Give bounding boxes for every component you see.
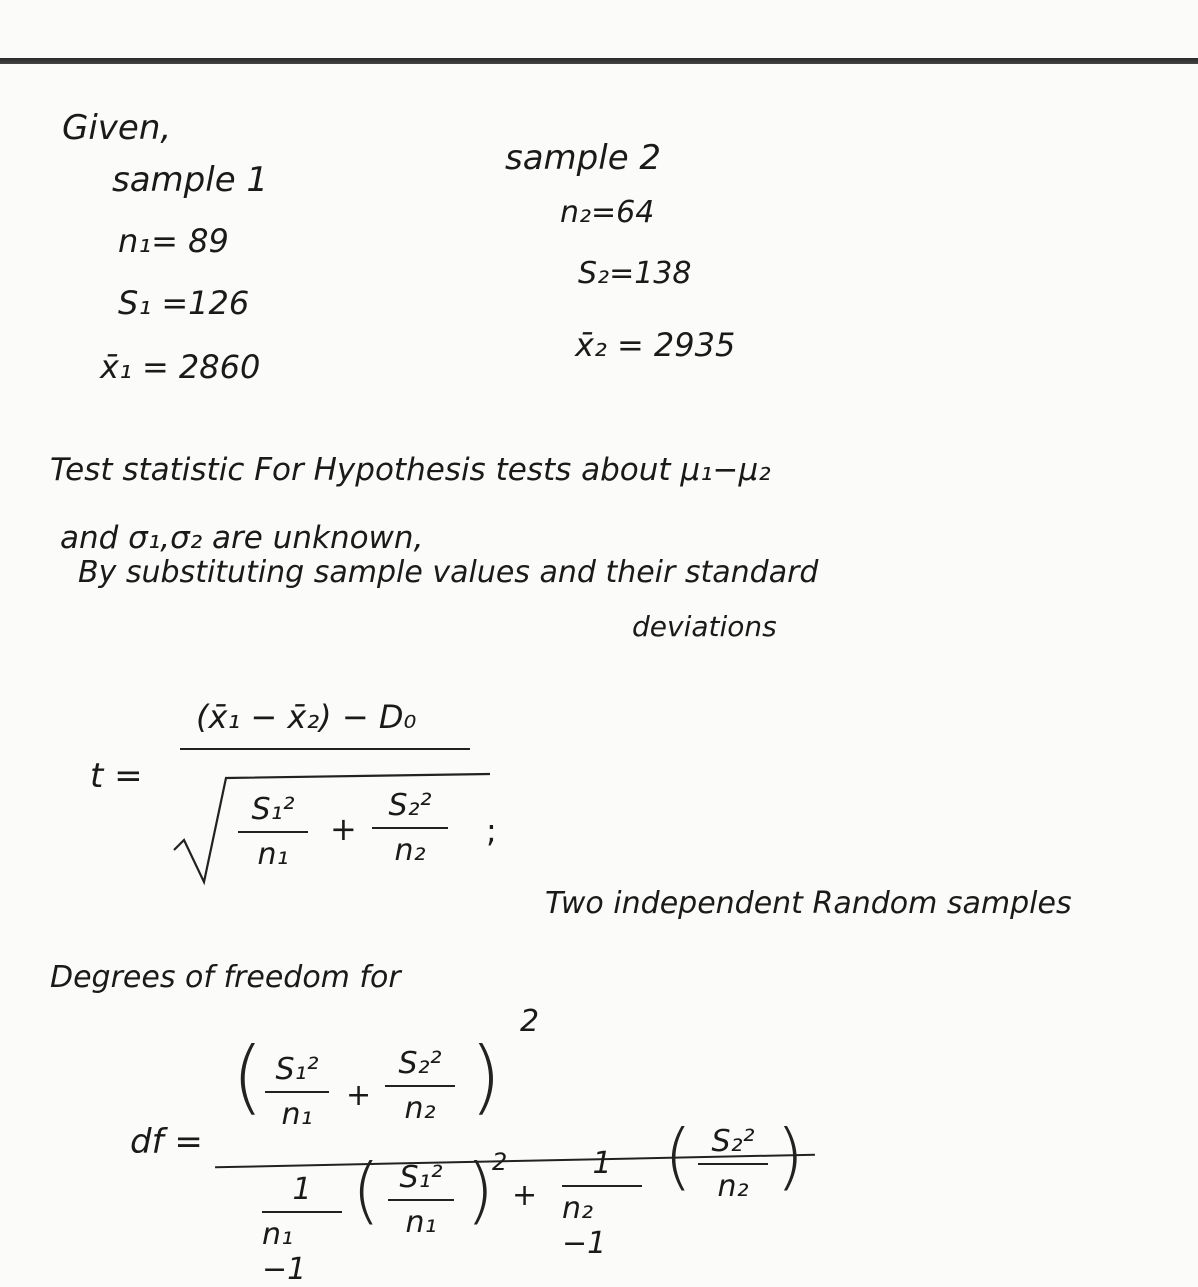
- t-term2-den: n₂: [394, 833, 426, 868]
- df-den-close-paren2: ): [776, 1114, 805, 1198]
- t-term2-num: S₂²: [388, 788, 432, 823]
- df-den-frac2-den: n₂: [717, 1169, 749, 1204]
- df-num-term1-den: n₁: [281, 1097, 313, 1132]
- df-num-term2: [385, 1046, 455, 1126]
- t-end: ;: [486, 812, 497, 850]
- df-lhs: df =: [130, 1122, 203, 1162]
- sample2-xbar: x̄₂ = 2935: [575, 326, 736, 364]
- df-num-term2-num: S₂²: [398, 1046, 442, 1081]
- df-outer-exponent: 2: [520, 1004, 540, 1039]
- t-numerator: (x̄₁ − x̄₂) − D₀: [196, 698, 417, 736]
- sample1-n: n₁= 89: [118, 222, 229, 260]
- df-den-open-paren2: (: [664, 1114, 693, 1198]
- t-term1-den: n₁: [257, 837, 289, 872]
- df-den-coef1: [262, 1172, 342, 1287]
- df-statement-line1: Two independent Random samples: [545, 886, 1072, 921]
- top-rule: [0, 58, 1198, 64]
- sample2-s: S₂=138: [578, 256, 692, 291]
- sample1-xbar: x̄₁ = 2860: [100, 348, 261, 386]
- t-term1-num: S₁²: [251, 792, 295, 827]
- df-den-coef2-den: n₂ −1: [562, 1191, 607, 1261]
- given-title: Given,: [62, 108, 172, 148]
- df-den-frac2: [698, 1124, 768, 1204]
- df-den-open-paren1: (: [352, 1148, 381, 1232]
- df-num-close-paren: ): [470, 1030, 502, 1123]
- df-den-coef2-num: 1: [592, 1146, 612, 1181]
- statement-line2: and σ₁,σ₂ are unknown,: [60, 520, 424, 556]
- statement-line4: deviations: [632, 610, 777, 643]
- sample1-s: S₁ =126: [118, 284, 250, 322]
- df-num-term1: [265, 1052, 329, 1132]
- t-term1: [238, 792, 308, 872]
- df-num-open-paren: (: [232, 1030, 264, 1123]
- df-statement-line2: Degrees of freedom for: [50, 960, 401, 995]
- t-lhs: t =: [90, 756, 143, 796]
- df-den-coef1-den: n₁ −1: [262, 1217, 307, 1287]
- df-den-frac1-den: n₁: [405, 1205, 437, 1240]
- df-den-frac1-num: S₁²: [399, 1160, 443, 1195]
- sample1-heading: sample 1: [112, 160, 269, 200]
- df-den-coef2: [562, 1146, 642, 1261]
- sample2-heading: sample 2: [505, 138, 662, 178]
- statement-line3: By substituting sample values and their standard: [78, 555, 819, 590]
- t-term2: [372, 788, 448, 868]
- df-num-term2-den: n₂: [404, 1091, 436, 1126]
- statement-line1: Test statistic For Hypothesis tests about μ₁−μ₂: [50, 452, 771, 488]
- sample2-n: n₂=64: [560, 195, 655, 230]
- df-den-plus: +: [512, 1178, 538, 1213]
- t-plus: +: [330, 810, 357, 848]
- df-den-close-paren1: ): [466, 1148, 495, 1232]
- df-den-frac1: [388, 1160, 454, 1240]
- df-num-plus: +: [346, 1078, 372, 1113]
- df-den-frac2-num: S₂²: [711, 1124, 755, 1159]
- df-den-coef1-num: 1: [292, 1172, 312, 1207]
- df-den-exponent: 2: [492, 1148, 508, 1176]
- t-fraction-bar: [180, 748, 470, 750]
- df-num-term1-num: S₁²: [275, 1052, 319, 1087]
